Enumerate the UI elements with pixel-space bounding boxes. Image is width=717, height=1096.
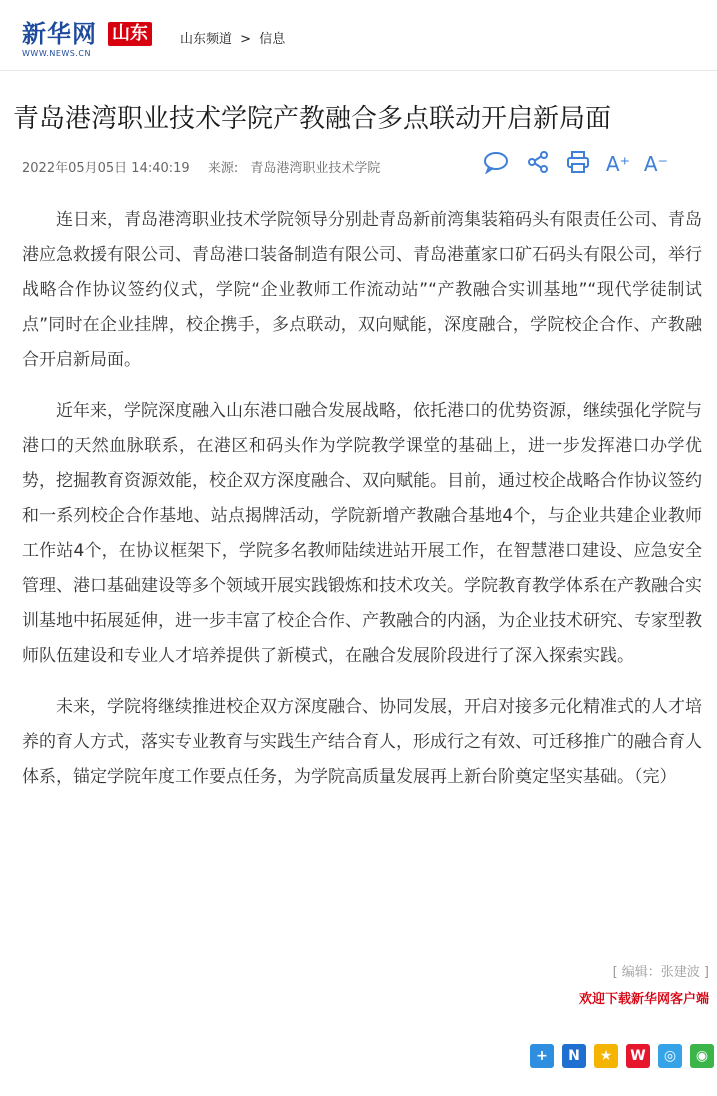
font-decrease-icon[interactable]: A⁻ [643, 152, 669, 176]
paragraph-3: 未来，学院将继续推进校企双方深度融合、协同发展，开启对接多元化精准式的人才培养的育人方式，落实专业教育与实践生产结合育人，形成行之有效、可迁移推广的融合育人体系，锚定学院年度工作要点任务，为学院高质量发展再上新台阶奠定坚实基础。（完） [22, 697, 702, 787]
breadcrumb [180, 28, 285, 47]
share-more-icon[interactable]: + [530, 1044, 554, 1068]
paragraph-1: 连日来，青岛港湾职业技术学院领导分别赴青岛新前湾集装箱码头有限责任公司、青岛港应急救援有限公司、青岛港口装备制造有限公司、青岛港董家口矿石码头有限公司，举行战略合作协议签约仪式，学院“企业教师工作流动站”“产教融合实训基地”“现代学徒制试点”同时在企业挂牌，校企携手，多点联动，双向赋能，深度融合，学院校企合作、产教融合开启新局面。 [22, 210, 702, 370]
article-body [22, 203, 702, 811]
share-wechat-icon[interactable]: ◉ [690, 1044, 714, 1068]
print-icon[interactable] [564, 150, 592, 178]
comment-icon[interactable] [482, 150, 510, 178]
article-meta [22, 157, 394, 176]
breadcrumb-separator: > [240, 32, 252, 47]
share-weibo-icon[interactable]: W [626, 1044, 650, 1068]
editor-credit: [ 编辑：张建波 ] [612, 965, 709, 980]
xinhua-logo[interactable] [22, 20, 162, 60]
article-datetime: 2022年05月05日 14:40:19 [22, 161, 190, 176]
logo-sub: WWW.NEWS.CN [22, 49, 91, 58]
logo-badge: 山东 [108, 22, 152, 46]
breadcrumb-channel-link[interactable]: 山东频道 [180, 32, 233, 47]
share-xinhua-icon[interactable]: N [562, 1044, 586, 1068]
site-header [0, 0, 717, 71]
share-tencent-icon[interactable]: ◎ [658, 1044, 682, 1068]
app-download-link[interactable]: 欢迎下载新华网客户端 [578, 992, 709, 1007]
article-title: 青岛港湾职业技术学院产教融合多点联动开启新局面 [13, 104, 612, 134]
share-qzone-icon[interactable]: ★ [594, 1044, 618, 1068]
paragraph-2: 近年来，学院深度融入山东港口融合发展战略，依托港口的优势资源，继续强化学院与港口的天然血脉联系，在港区和码头作为学院教学课堂的基础上，进一步发挥港口办学优势，挖掘教育资源效能，校企双方深度融合、双向赋能。目前，通过校企战略合作协议签约和一系列校企合作基地、站点揭牌活动，学院新增产教融合基地4个，与企业共建企业教师工作站4个，在协议框架下，学院多名教师陆续进站开展工作，在智慧港口建设、应急安全管理、港口基础建设等多个领域开展实践锻炼和技术攻关。学院教育教学体系在产教融合实训基地中拓展延伸，进一步丰富了校企合作、产教融合的内涵，为企业技术研究、专家型教师队伍建设和专业人才培养提供了新模式，在融合发展阶段进行了深入探索实践。 [22, 401, 702, 666]
font-increase-icon[interactable]: A⁺ [605, 152, 631, 176]
source-label: 来源: [207, 161, 239, 176]
logo-text: 新华网 [22, 20, 97, 48]
article-source: 青岛港湾职业技术学院 [250, 161, 381, 176]
breadcrumb-section-link[interactable]: 信息 [259, 32, 286, 47]
share-icon[interactable] [524, 150, 552, 178]
